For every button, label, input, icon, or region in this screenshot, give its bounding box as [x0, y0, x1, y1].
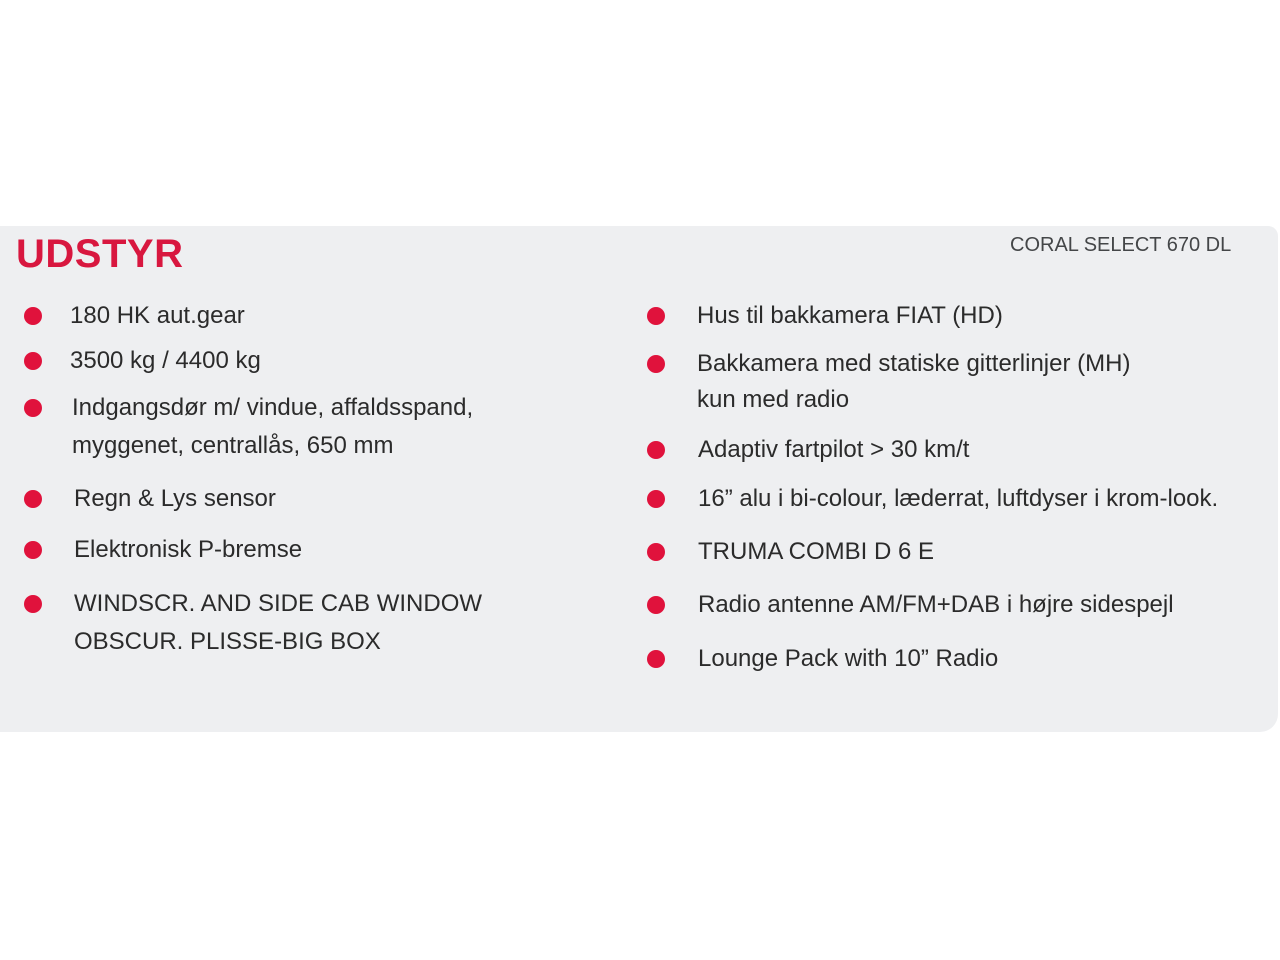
list-item-text: WINDSCR. AND SIDE CAB WINDOW	[74, 590, 483, 617]
list-item-text: myggenet, centrallås, 650 mm	[72, 432, 394, 459]
list-item-text: Bakkamera med statiske gitterlinjer (MH)	[697, 350, 1131, 377]
bullet-icon	[24, 399, 42, 417]
list-item-text: Regn & Lys sensor	[74, 485, 276, 512]
list-item-text: Elektronisk P-bremse	[74, 536, 303, 563]
section-title: UDSTYR	[16, 232, 184, 276]
list-item-text: Lounge Pack with 10” Radio	[698, 645, 999, 672]
bullet-icon	[647, 596, 665, 614]
model-name: CORAL SELECT 670 DL	[1010, 234, 1232, 256]
list-item-text: 3500 kg / 4400 kg	[70, 347, 261, 374]
bullet-icon	[24, 541, 42, 559]
list-item-text: kun med radio	[697, 386, 850, 413]
bullet-icon	[647, 490, 665, 508]
bullet-icon	[647, 307, 665, 325]
list-item-text: OBSCUR. PLISSE-BIG BOX	[74, 628, 381, 655]
bullet-icon	[647, 543, 665, 561]
list-item-text: Hus til bakkamera FIAT (HD)	[697, 302, 1003, 329]
bullet-icon	[647, 355, 665, 373]
bullet-icon	[24, 352, 42, 370]
bullet-icon	[647, 441, 665, 459]
list-item-text: Radio antenne AM/FM+DAB i højre sidespejl	[698, 591, 1174, 618]
bullet-icon	[24, 595, 42, 613]
list-item-text: 180 HK aut.gear	[70, 302, 245, 329]
list-item-text: Indgangsdør m/ vindue, affaldsspand,	[72, 394, 474, 421]
list-item-text: 16” alu i bi-colour, læderrat, luftdyser i krom-look.	[698, 485, 1219, 512]
bullet-icon	[24, 307, 42, 325]
bullet-icon	[24, 490, 42, 508]
bullet-icon	[647, 650, 665, 668]
list-item-text: Adaptiv fartpilot > 30 km/t	[698, 436, 970, 463]
list-item-text: TRUMA COMBI D 6 E	[698, 538, 935, 565]
